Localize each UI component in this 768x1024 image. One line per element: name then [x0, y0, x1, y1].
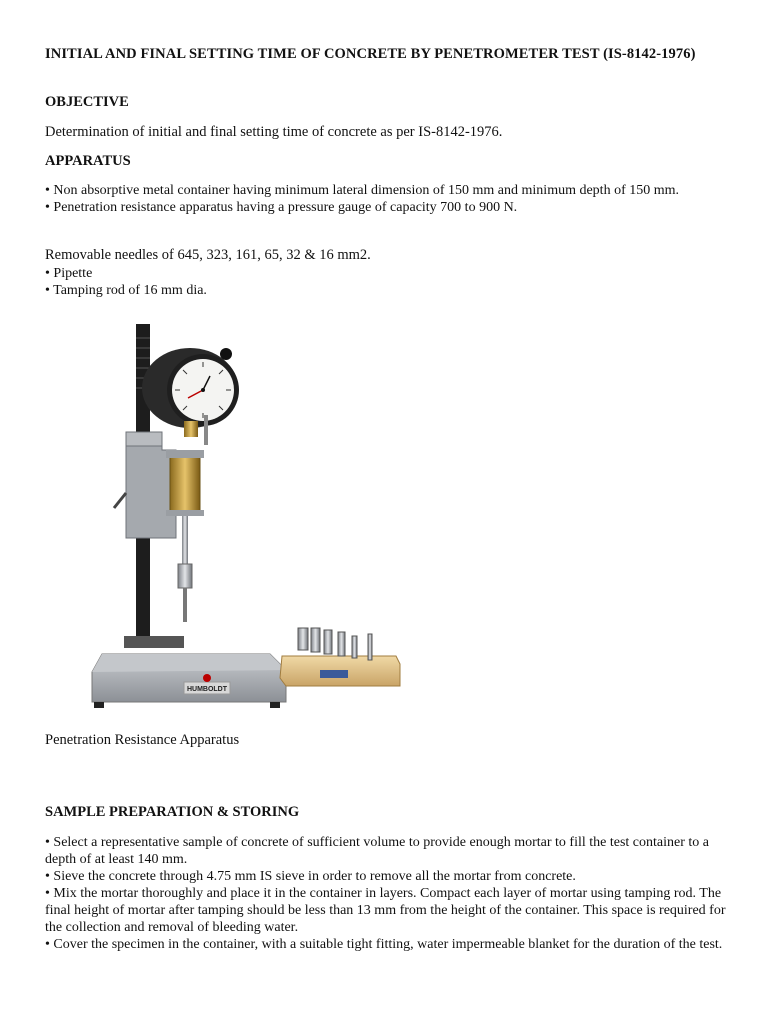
apparatus-item-container: • Non absorptive metal container having minimum lateral dimension of 150 mm and minimum depth of 150 mm.	[45, 183, 680, 198]
sample-list	[45, 834, 735, 953]
apparatus-list	[45, 182, 735, 216]
needles-text: Removable needles of 645, 323, 161, 65, 32 & 16 mm2.	[45, 247, 371, 263]
figure-caption: Penetration Resistance Apparatus	[45, 732, 240, 748]
sample-item-cover: • Cover the specimen in the container, with a suitable tight fitting, water impermeable blanket for the duration of the test.	[45, 937, 723, 952]
sample-item-select: • Select a representative sample of concrete of sufficient volume to provide enough mortar to fill the test container to a depth of at least 140 mm.	[45, 835, 709, 867]
apparatus-list-2	[45, 265, 735, 299]
document-title: INITIAL AND FINAL SETTING TIME OF CONCRETE BY PENETROMETER TEST (IS-8142-1976)	[45, 46, 696, 62]
objective-heading: OBJECTIVE	[45, 94, 129, 110]
penetrometer-photo	[80, 318, 420, 718]
apparatus-item-pipette: • Pipette	[45, 266, 93, 281]
brand-label: HUMBOLDT	[186, 686, 228, 693]
sample-heading: SAMPLE PREPARATION & STORING	[45, 804, 300, 820]
apparatus-heading: APPARATUS	[45, 153, 131, 169]
sample-item-sieve: • Sieve the concrete through 4.75 mm IS sieve in order to remove all the mortar from concrete.	[45, 869, 576, 884]
objective-text: Determination of initial and final setting time of concrete as per IS-8142-1976.	[45, 124, 503, 140]
sample-item-mix: • Mix the mortar thoroughly and place it in the container in layers. Compact each layer of mortar using tamping rod. The final height of mortar after tamping should be less than 13 mm from the height of the container. This space is required for the collection and removal of bleeding water.	[45, 886, 726, 935]
apparatus-item-gauge: • Penetration resistance apparatus having a pressure gauge of capacity 700 to 900 N.	[45, 200, 518, 215]
apparatus-item-tamping-rod: • Tamping rod of 16 mm dia.	[45, 283, 207, 298]
